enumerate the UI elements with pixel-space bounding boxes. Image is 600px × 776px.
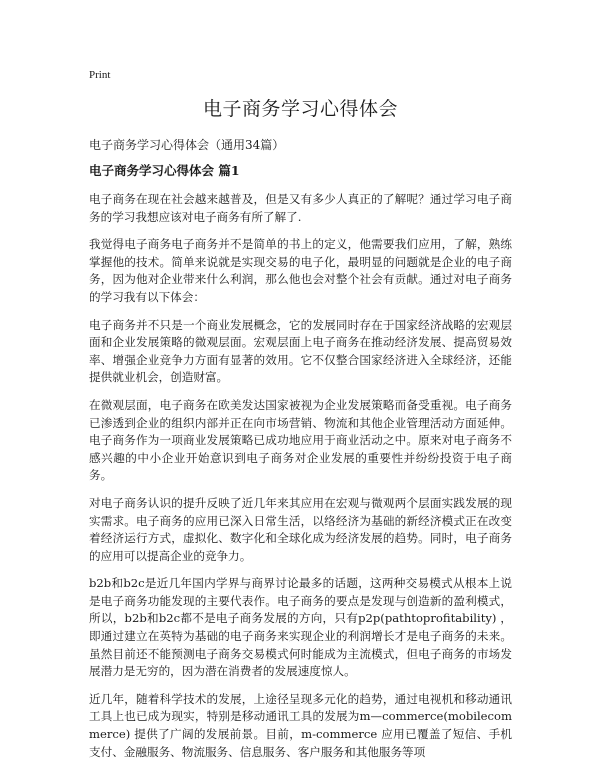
paragraph-6: b2b和b2c是近几年国内学界与商界讨论最多的话题，这两种交易模式从根本上说是电子商务功能发现的主要代表作。电子商务的要点是发现与创造新的盈利模式，所以，b2b和b2c都不是电子商务发展的方向，只有p2p(pathtoprofitability) ，即通过建立在英特为基础的电子商务来实现企业的利润增长才是电子商务的未来。虽然目前还不能预测电子商务交易模式何时能成为主流模式，但电子商务的市场发展潜力是无穷的，因为潜在消费者的发展速度惊人。	[89, 576, 512, 679]
paragraph-1: 电子商务在现在社会越来越普及，但是又有多少人真正的了解呢？通过学习电子商务的学习我想应该对电子商务有所了解了.	[89, 192, 512, 224]
page-title: 电子商务学习心得体会	[202, 98, 398, 120]
document-subtitle: 电子商务学习心得体会（通用34篇）	[89, 138, 285, 152]
section-heading: 电子商务学习心得体会 篇1	[89, 163, 240, 178]
print-link[interactable]: Print	[89, 69, 111, 81]
paragraph-3: 电子商务并不只是一个商业发展概念，它的发展同时存在于国家经济战略的宏观层面和企业发展策略的微观层面。宏观层面上电子商务在推动经济发展、提高贸易效率、增强企业竞争力方面有显著的效用。它不仅整合国家经济进入全球经济，还能提供就业机会，创造财富。	[89, 317, 512, 385]
paragraph-2: 我觉得电子商务电子商务并不是简单的书上的定义，他需要我们应用，了解，熟练掌握他的技术。简单来说就是实现交易的电子化，最明显的问题就是企业的电子商务，因为他对企业带来什么利润，那么他也会对整个社会有贡献。通过对电子商务的学习我有以下体会：	[89, 237, 512, 304]
paragraph-7: 近几年，随着科学技术的发展，上途径呈现多元化的趋势，通过电视机和移动通讯工具上也已成为现实，特别是移动通讯工具的发展为m—commerce(mobilecommerce) 提供了广阔的发展前景。目前，m-commerce 应用已覆盖了短信、手机支付、金融服务、物流服务、信息服务、客户服务和其他服务等项	[89, 691, 512, 759]
paragraph-4: 在微观层面，电子商务在欧美发达国家被视为企业发展策略而备受重视。电子商务已渗透到企业的组织内部并正在向市场营销、物流和其他企业管理活动方面延伸。电子商务作为一项商业发展策略已成功地应用于商业活动之中。原来对电子商务不感兴趣的中小企业开始意识到电子商务对企业发展的重要性并纷纷投资于电子商务。	[89, 397, 512, 483]
paragraph-5: 对电子商务认识的提升反映了近几年来其应用在宏观与微观两个层面实践发展的现实需求。电子商务的应用已深入日常生活，以络经济为基础的新经济模式正在改变着经济运行方式，虚拟化、数字化和全球化成为经济发展的趋势。同时，电子商务的应用可以提高企业的竞争力。	[89, 495, 512, 563]
